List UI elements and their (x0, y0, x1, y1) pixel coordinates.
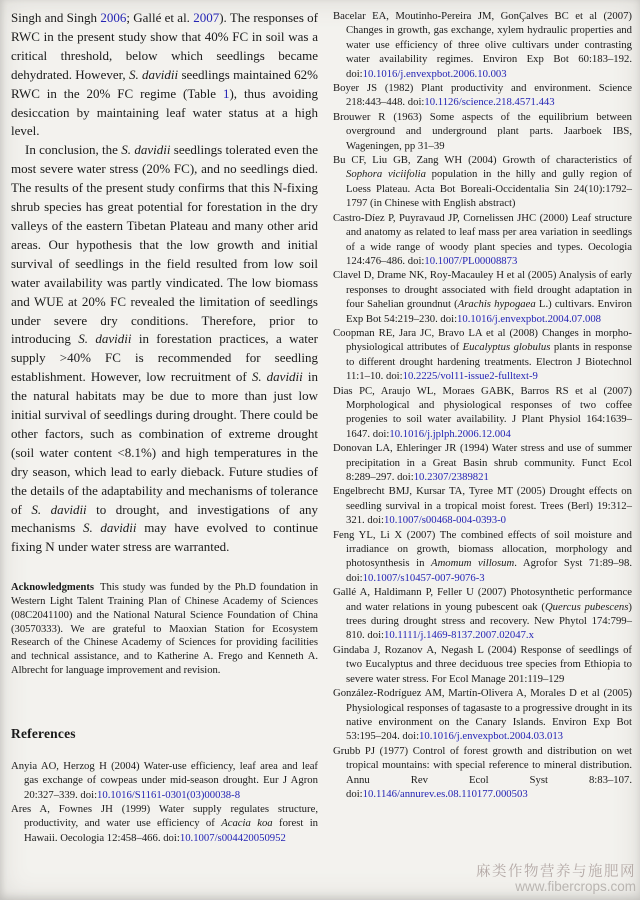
acknowledgments (11, 581, 318, 678)
text-run: Grubb PJ (1977) Control of forest growth and distribution on wet tropical mountains: with special reference to mineral distribution. Annu Rev Ecol Syst 8:83–107. doi: (333, 744, 632, 800)
text-run: ; Gallé et al. (126, 10, 194, 25)
reference-item (333, 110, 632, 153)
doi-citation-link[interactable]: 2006 (100, 10, 127, 25)
paragraph-conclusion (11, 141, 318, 557)
text-run: Donovan LA, Ehleringer JR (1994) Water stress and use of summer precipitation in a Great Basin shrub community. Funct Ecol 8:289–297. doi: (333, 442, 632, 483)
text-run: may have evolved to continue fixing N under water stress are warranted. (11, 520, 318, 555)
species-italic-text: Quercus pubescens (544, 600, 629, 613)
text-run: Engelbrecht BMJ, Kursar TA, Tyree MT (2005) Drought effects on seedling survival in a tropical moist forest. Trees (Berl) 19:312–321. doi: (333, 485, 632, 527)
text-run: forest in Hawaii. Oecologia 12:458–466. doi: (24, 817, 319, 844)
species-italic-text: Amomum villosum (431, 557, 515, 570)
text-run: Ares A, Fownes JH (1999) Water supply regulates structure, productivity, and water use efficiency of (11, 803, 318, 830)
text-run: This study was funded by the Ph.D foundation in Western Light Talent Training Plan of Chinese Academy of Sciences (08C2041100) and the National Natural Science Foundation of China (30570333). We are grateful to Maoxian Station for Ecosystem Research of the Chinese Academy of Sciences for providing facilities and technical assistance, and to Katherine A. Frego and Kenneth A. Albrecht for language improvement and revision. (11, 582, 318, 677)
species-italic-text: S. davidii (121, 142, 171, 158)
text-run: plants in response to different drought hardening treatments. Electron J Biotechnol 11:1–10. doi: (346, 341, 632, 383)
reference-item (333, 9, 632, 81)
doi-citation-link[interactable]: 10.1126/science.218.4571.443 (424, 96, 555, 109)
text-run: L.) cultivars. Environ Exp Bot 54:219–230. doi: (346, 298, 632, 325)
text-run: population in the hilly and gully region of Loess Plateau. Acta Bot Boreali-Occidentalia Sin 24(10):1792–1797 (in Chinese with English abstract) (346, 168, 632, 210)
text-run: Singh and Singh (11, 10, 101, 25)
doi-citation-link[interactable]: 10.1007/PL00008873 (424, 254, 518, 267)
reference-item (333, 268, 632, 326)
doi-citation-link[interactable]: 2007 (193, 10, 220, 25)
text-run: ) trees during drought stress and recovery. New Phytol 174:799–810. doi: (346, 600, 632, 642)
text-run: In conclusion, the (25, 142, 122, 158)
doi-citation-link[interactable]: 10.1016/S1161-0301(03)00038-8 (97, 788, 241, 801)
watermark-chinese-text: 麻类作物营养与施肥网 (476, 863, 636, 880)
text-run: to drought, and investigations of any mechanisms (11, 501, 318, 536)
watermark-url-text: www.fibercrops.com (515, 879, 636, 895)
reference-item (333, 643, 632, 686)
text-run: Boyer JS (1982) Plant productivity and environment. Science 218:443–448. doi: (333, 82, 632, 109)
text-run: ). The responses of RWC in the present study show that 40% FC in soil was a critical threshold, below which seedlings became dehydrated. However, (11, 10, 318, 82)
doi-citation-link[interactable]: 1 (222, 85, 230, 101)
doi-citation-link[interactable]: 10.2307/2389821 (413, 471, 489, 483)
reference-item (333, 484, 632, 527)
doi-citation-link[interactable]: 10.1007/s00468-004-0393-0 (384, 514, 507, 527)
reference-item (333, 528, 632, 586)
bold-label: Acknowledgments (11, 582, 94, 594)
text-run: in the natural habitats may be due to more than just low initial survival of seedlings during drought. There could be other factors, such as combination of extreme drought (soil water content <8.1%) and high temperatures in the dry season, which lead to early dieback. Future studies of the details of the adaptability and mechanisms of tolerance of (11, 369, 318, 517)
doi-citation-link[interactable]: 10.2225/vol11-issue2-fulltext-9 (402, 370, 538, 383)
text-run: in forestation practices, a water supply >40% FC is recommended for seedling establishment. However, low recruitment of (11, 331, 318, 385)
paragraph-discussion (11, 9, 318, 141)
reference-item (333, 81, 632, 110)
text-run: Gindaba J, Rozanov A, Negash L (2004) Response of seedlings of two Eucalyptus and three deciduous tree species from Ethiopia to severe water stress. For Ecol Manage 201:119–129 (333, 643, 632, 685)
species-italic-text: Eucalyptus globulus (462, 341, 551, 354)
reference-item (333, 211, 632, 269)
species-italic-text: Acacia koa (221, 817, 273, 830)
species-italic-text: S. davidii (82, 520, 137, 536)
text-run: ), thus avoiding desiccation by maintaining leaf water status at a high level. (11, 85, 318, 139)
text-run: Gallé A, Haldimann P, Feller U (2007) Photosynthetic performance and water relations in young pubescent oak ( (333, 586, 632, 613)
species-italic-text: S. davidii (251, 369, 303, 385)
reference-item (333, 384, 632, 442)
species-italic-text: S. davidii (128, 66, 179, 82)
references-heading: References (11, 725, 76, 741)
reference-item (11, 759, 318, 802)
text-run: seedlings maintained 62% RWC in the 20% FC regime (Table (11, 66, 318, 101)
species-italic-text: Arachis hypogaea (457, 298, 536, 311)
doi-citation-link[interactable]: 10.1016/j.envexpbot.2004.03.013 (419, 730, 564, 743)
right-column (333, 9, 632, 900)
species-italic-text: S. davidii (78, 331, 132, 347)
doi-citation-link[interactable]: 10.1016/j.envexpbot.2004.07.008 (457, 312, 602, 325)
text-run: seedlings tolerated even the most severe water stress (20% FC), and no seedlings died. The results of the present study confirms that this N-fixing shrub species has great potential for forestation in the dry valleys of the eastern Tibetan Plateau and many other arid areas. Our hypothesis that the low growth and initial survival of seedlings in the field resulted from low soil water availability was partly vindicated. The low biomass and WUE at 20% FC revealed the limitation of seedlings under severe dry conditions. Therefore, prior to introducing (11, 142, 318, 347)
reference-item (333, 686, 632, 744)
species-italic-text: Sophora viciifolia (346, 168, 426, 181)
species-italic-text: S. davidii (31, 501, 87, 517)
text-run: Clavel D, Drame NK, Roy-Macauley H et al (2005) Analysis of early responses to drought associated with field drought adaptation in four Sahelian groundnut ( (333, 269, 632, 311)
text-run: Bu CF, Liu GB, Zang WH (2004) Growth of characteristics of (333, 154, 632, 167)
text-run: Feng YL, Li X (2007) The combined effects of soil moisture and irradiance on growth, biomass allocation, morphology and photosynthesis in (333, 528, 632, 570)
text-run: Castro-Díez P, Puyravaud JP, Cornelissen JHC (2000) Leaf structure and anatomy as related to leaf mass per area variation in seedlings of a wide range of woody plant species and types. Oecologia 124:476–486. doi: (333, 211, 632, 267)
reference-item (333, 441, 632, 484)
reference-item (333, 153, 632, 211)
text-run: Brouwer R (1963) Some aspects of the equilibrium between overground and underground plant parts. Jaarboek IBS, Wageningen, pp 31–39 (333, 110, 632, 152)
references-list-left (11, 759, 318, 845)
text-run: Anyia AO, Herzog H (2004) Water-use efficiency, leaf area and leaf gas exchange of cowpeas under mid-season drought. Eur J Agron 20:327–339. doi: (11, 759, 318, 801)
text-run: Dias PC, Araujo WL, Moraes GABK, Barros RS et al (2007) Morphological and physiological responses of two coffee progenies to soil water availability. J Plant Physiol 164:1639–1647. doi: (333, 384, 632, 440)
doi-citation-link[interactable]: 10.1007/s10457-007-9076-3 (362, 571, 485, 584)
doi-citation-link[interactable]: 10.1111/j.1469-8137.2007.02047.x (384, 629, 534, 642)
text-run: Coopman RE, Jara JC, Bravo LA et al (2008) Changes in morpho-physiological attributes of (333, 326, 632, 354)
reference-item (333, 326, 632, 384)
reference-item (11, 802, 318, 845)
references-list-right (333, 9, 632, 801)
text-run: González-Rodríguez AM, Martín-Olivera A, Morales D et al (2005) Physiological responses of tagasaste to a progressive drought in its native environment on the Canary Islands. Environ Exp Bot 53:195–204. doi: (333, 687, 632, 743)
reference-item (333, 585, 632, 643)
text-run: . Agrofor Syst 71:89–98. doi: (346, 557, 632, 584)
doi-citation-link[interactable]: 10.1016/j.envexpbot.2006.10.003 (362, 67, 507, 80)
reference-item (333, 744, 632, 802)
doi-citation-link[interactable]: 10.1007/s004420050952 (179, 831, 286, 844)
left-column (11, 9, 318, 900)
text-run: Bacelar EA, Moutinho-Pereira JM, GonÇalves BC et al (2007) Changes in growth, gas exchange, xylem hydraulic properties and water use efficiency of three olive cultivars under contrasting water availability regimes. Environ Exp Bot 60:183–192. doi: (333, 10, 632, 80)
doi-citation-link[interactable]: 10.1016/j.jplph.2006.12.004 (389, 427, 511, 440)
doi-citation-link[interactable]: 10.1146/annurev.es.08.110177.000503 (362, 787, 528, 800)
